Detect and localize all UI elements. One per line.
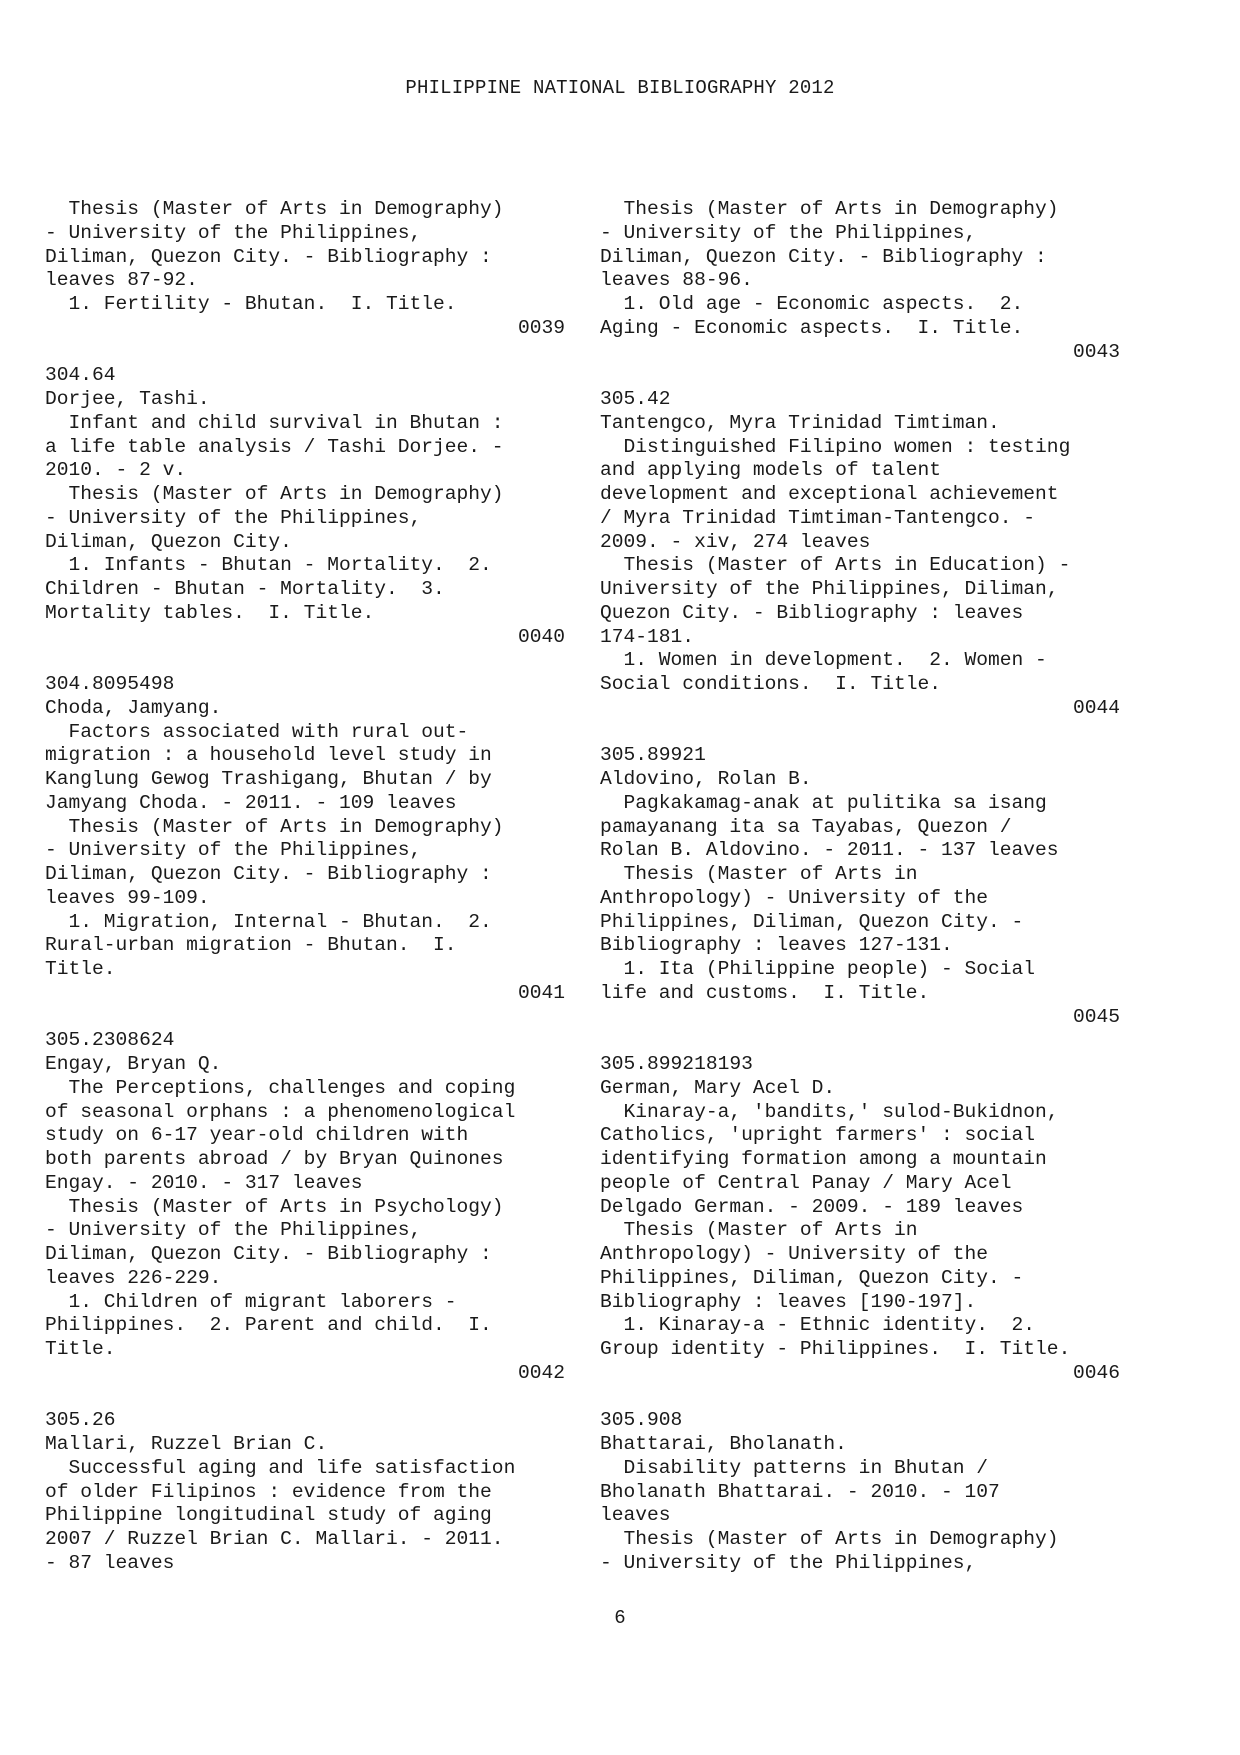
entry-line: Bhattarai, Bholanath. [600,1433,847,1455]
entry-number: 0043 [1072,340,1120,363]
entry-line: 2010. - 2 v. [45,459,187,482]
entry-line: Delgado German. - 2009. - 189 leaves [600,1195,1024,1218]
entry-line: Factors associated with rural out- [45,720,469,743]
entry-line: 304.8095498 [45,673,175,695]
entry-line: people of Central Panay / Mary Acel [600,1171,1012,1194]
entry-line: Rolan B. Aldovino. - 2011. - 137 leaves [600,839,1059,862]
entry-line: 2009. - xiv, 274 leaves [600,530,871,553]
blank-line [45,649,565,673]
entry-number: 0041 [517,981,565,1004]
entry-line: Aging - Economic aspects. I. Title. [600,316,1024,339]
entry-line: 1. Fertility - Bhutan. I. Title. [45,293,457,315]
entry-line: Diliman, Quezon City. - Bibliography : [45,863,492,885]
entry-line: Jamyang Choda. - 2011. - 109 leaves [45,791,457,814]
entry-line: Kinaray-a, 'bandits,' sulod-Bukidnon, [600,1100,1059,1123]
entry-line: leaves 99-109. [45,886,210,909]
entry-line: development and exceptional achievement [600,483,1059,505]
entry-line: Thesis (Master of Arts in Demography) [600,1528,1059,1550]
entry-line: Engay, Bryan Q. [45,1053,222,1075]
entry-line: University of the Philippines, Diliman, [600,578,1059,600]
entry-line: Thesis (Master of Arts in Psychology) [45,1195,504,1218]
entry-line: Philippines, Diliman, Quezon City. - [600,1266,1024,1289]
blank-line [600,1386,1120,1410]
entry-line: 1. Old age - Economic aspects. 2. [600,293,1024,315]
entry-number: 0045 [1072,1005,1120,1028]
entry-line: Diliman, Quezon City. - Bibliography : [45,1243,492,1265]
page-number: 6 [614,1607,626,1629]
entry-line: Title. [45,958,116,980]
entry-line: German, Mary Acel D. [600,1076,836,1099]
entry-line: leaves [600,1504,671,1527]
entry-line: leaves 87-92. [45,269,198,292]
entry-number: 0039 [517,316,565,339]
entry-line: Pagkakamag-anak at pulitika sa isang [600,791,1047,814]
entry-line: pamayanang ita sa Tayabas, Quezon / [600,815,1012,838]
entry-line: 305.899218193 [600,1053,753,1075]
entry-line: Anthropology) - University of the [600,1243,989,1265]
entry-line: Thesis (Master of Arts in Demography) [45,483,504,505]
entry-line: Thesis (Master of Arts in [600,1219,918,1242]
entry-line: - University of the Philippines, [45,839,422,862]
entry-line: 304.64 [45,364,116,387]
blank-line [45,1006,565,1030]
entry-line: Mortality tables. I. Title. [45,601,375,624]
entry-line: 305.908 [600,1409,683,1432]
entry-line: 2007 / Ruzzel Brian C. Mallari. - 2011. [45,1528,504,1550]
blank-line [600,364,1120,388]
entry-line: Kanglung Gewog Trashigang, Bhutan / by [45,768,492,790]
entry-line: Diliman, Quezon City. [45,530,292,553]
entry-line: Tantengco, Myra Trinidad Timtiman. [600,411,1000,434]
entry-line: Thesis (Master of Arts in [600,863,918,885]
entry-line: and applying models of talent [600,459,941,482]
entry-line: Infant and child survival in Bhutan : [45,411,504,434]
entry-number: 0040 [517,625,565,648]
entry-line: - University of the Philippines, [45,221,422,244]
entry-line: - University of the Philippines, [45,506,422,529]
entry-line: a life table analysis / Tashi Dorjee. - [45,435,504,458]
entry-line: - University of the Philippines, [600,221,977,244]
entry-line: Philippine longitudinal study of aging [45,1504,492,1527]
entry-line: Thesis (Master of Arts in Demography) [45,815,504,838]
entry-line: Anthropology) - University of the [600,886,989,909]
entry-line: Bholanath Bhattarai. - 2010. - 107 [600,1480,1000,1503]
entry-line: Philippines. 2. Parent and child. I. [45,1314,492,1337]
entry-line: Diliman, Quezon City. - Bibliography : [45,245,492,268]
entry-line: - University of the Philippines, [45,1219,422,1242]
entry-line: migration : a household level study in [45,744,492,767]
left-column [45,198,565,1576]
entry-line: Disability patterns in Bhutan / [600,1456,989,1479]
entry-line: 1. Kinaray-a - Ethnic identity. 2. [600,1314,1036,1337]
entry-line: 305.89921 [600,744,706,767]
entry-line: 1. Infants - Bhutan - Mortality. 2. [45,554,492,577]
entry-line: - 87 leaves [45,1551,175,1574]
entry-line: identifying formation among a mountain [600,1148,1047,1170]
entry-line: of seasonal orphans : a phenomenological [45,1100,516,1123]
entry-line: 305.26 [45,1409,116,1432]
entry-line: 174-181. [600,625,695,648]
entry-line: leaves 88-96. [600,269,753,292]
entry-line: Philippines, Diliman, Quezon City. - [600,910,1024,933]
entry-line: Title. [45,1338,116,1360]
entry-line: Thesis (Master of Arts in Demography) [45,198,504,220]
entry-line: 1. Migration, Internal - Bhutan. 2. [45,910,492,933]
entry-line: of older Filipinos : evidence from the [45,1480,492,1503]
entry-line: The Perceptions, challenges and coping [45,1076,516,1099]
entry-line: Bibliography : leaves 127-131. [600,934,953,957]
entry-line: Children - Bhutan - Mortality. 3. [45,578,445,600]
entry-line: Rural-urban migration - Bhutan. I. [45,934,457,957]
blank-line [45,341,565,365]
entry-line: Diliman, Quezon City. - Bibliography : [600,245,1047,268]
entry-line: Successful aging and life satisfaction [45,1456,516,1479]
entry-line: Distinguished Filipino women : testing [600,435,1071,458]
right-column [600,198,1120,1576]
entry-line: Choda, Jamyang. [45,696,222,719]
entry-line: Bibliography : leaves [190-197]. [600,1290,977,1313]
entry-line: Thesis (Master of Arts in Demography) [600,198,1059,220]
entry-line: Dorjee, Tashi. [45,388,210,410]
entry-line: - University of the Philippines, [600,1551,977,1574]
entry-line: Catholics, 'upright farmers' : social [600,1124,1036,1147]
entry-number: 0042 [517,1361,565,1384]
blank-line [45,1386,565,1410]
blank-line [600,721,1120,745]
entry-line: Quezon City. - Bibliography : leaves [600,601,1024,624]
entry-line: Thesis (Master of Arts in Education) - [600,554,1071,577]
entry-line: 305.42 [600,388,671,410]
entry-number: 0046 [1072,1361,1120,1384]
entry-line: Engay. - 2010. - 317 leaves [45,1171,363,1194]
entry-number: 0044 [1072,696,1120,719]
entry-line: 1. Ita (Philippine people) - Social [600,958,1036,980]
entry-line: Group identity - Philippines. I. Title. [600,1338,1071,1360]
entry-line: 1. Women in development. 2. Women - [600,649,1047,672]
entry-line: 305.2308624 [45,1029,175,1052]
entry-line: / Myra Trinidad Timtiman-Tantengco. - [600,506,1036,529]
entry-line: Mallari, Ruzzel Brian C. [45,1433,328,1455]
entry-line: leaves 226-229. [45,1266,222,1289]
entry-line: life and customs. I. Title. [600,981,930,1004]
blank-line [600,1029,1120,1053]
entry-line: 1. Children of migrant laborers - [45,1290,457,1313]
page-title: PHILIPPINE NATIONAL BIBLIOGRAPHY 2012 [405,77,835,99]
entry-line: Aldovino, Rolan B. [600,768,812,790]
entry-line: study on 6-17 year-old children with [45,1124,469,1147]
entry-line: Social conditions. I. Title. [600,673,941,695]
entry-line: both parents abroad / by Bryan Quinones [45,1148,504,1170]
